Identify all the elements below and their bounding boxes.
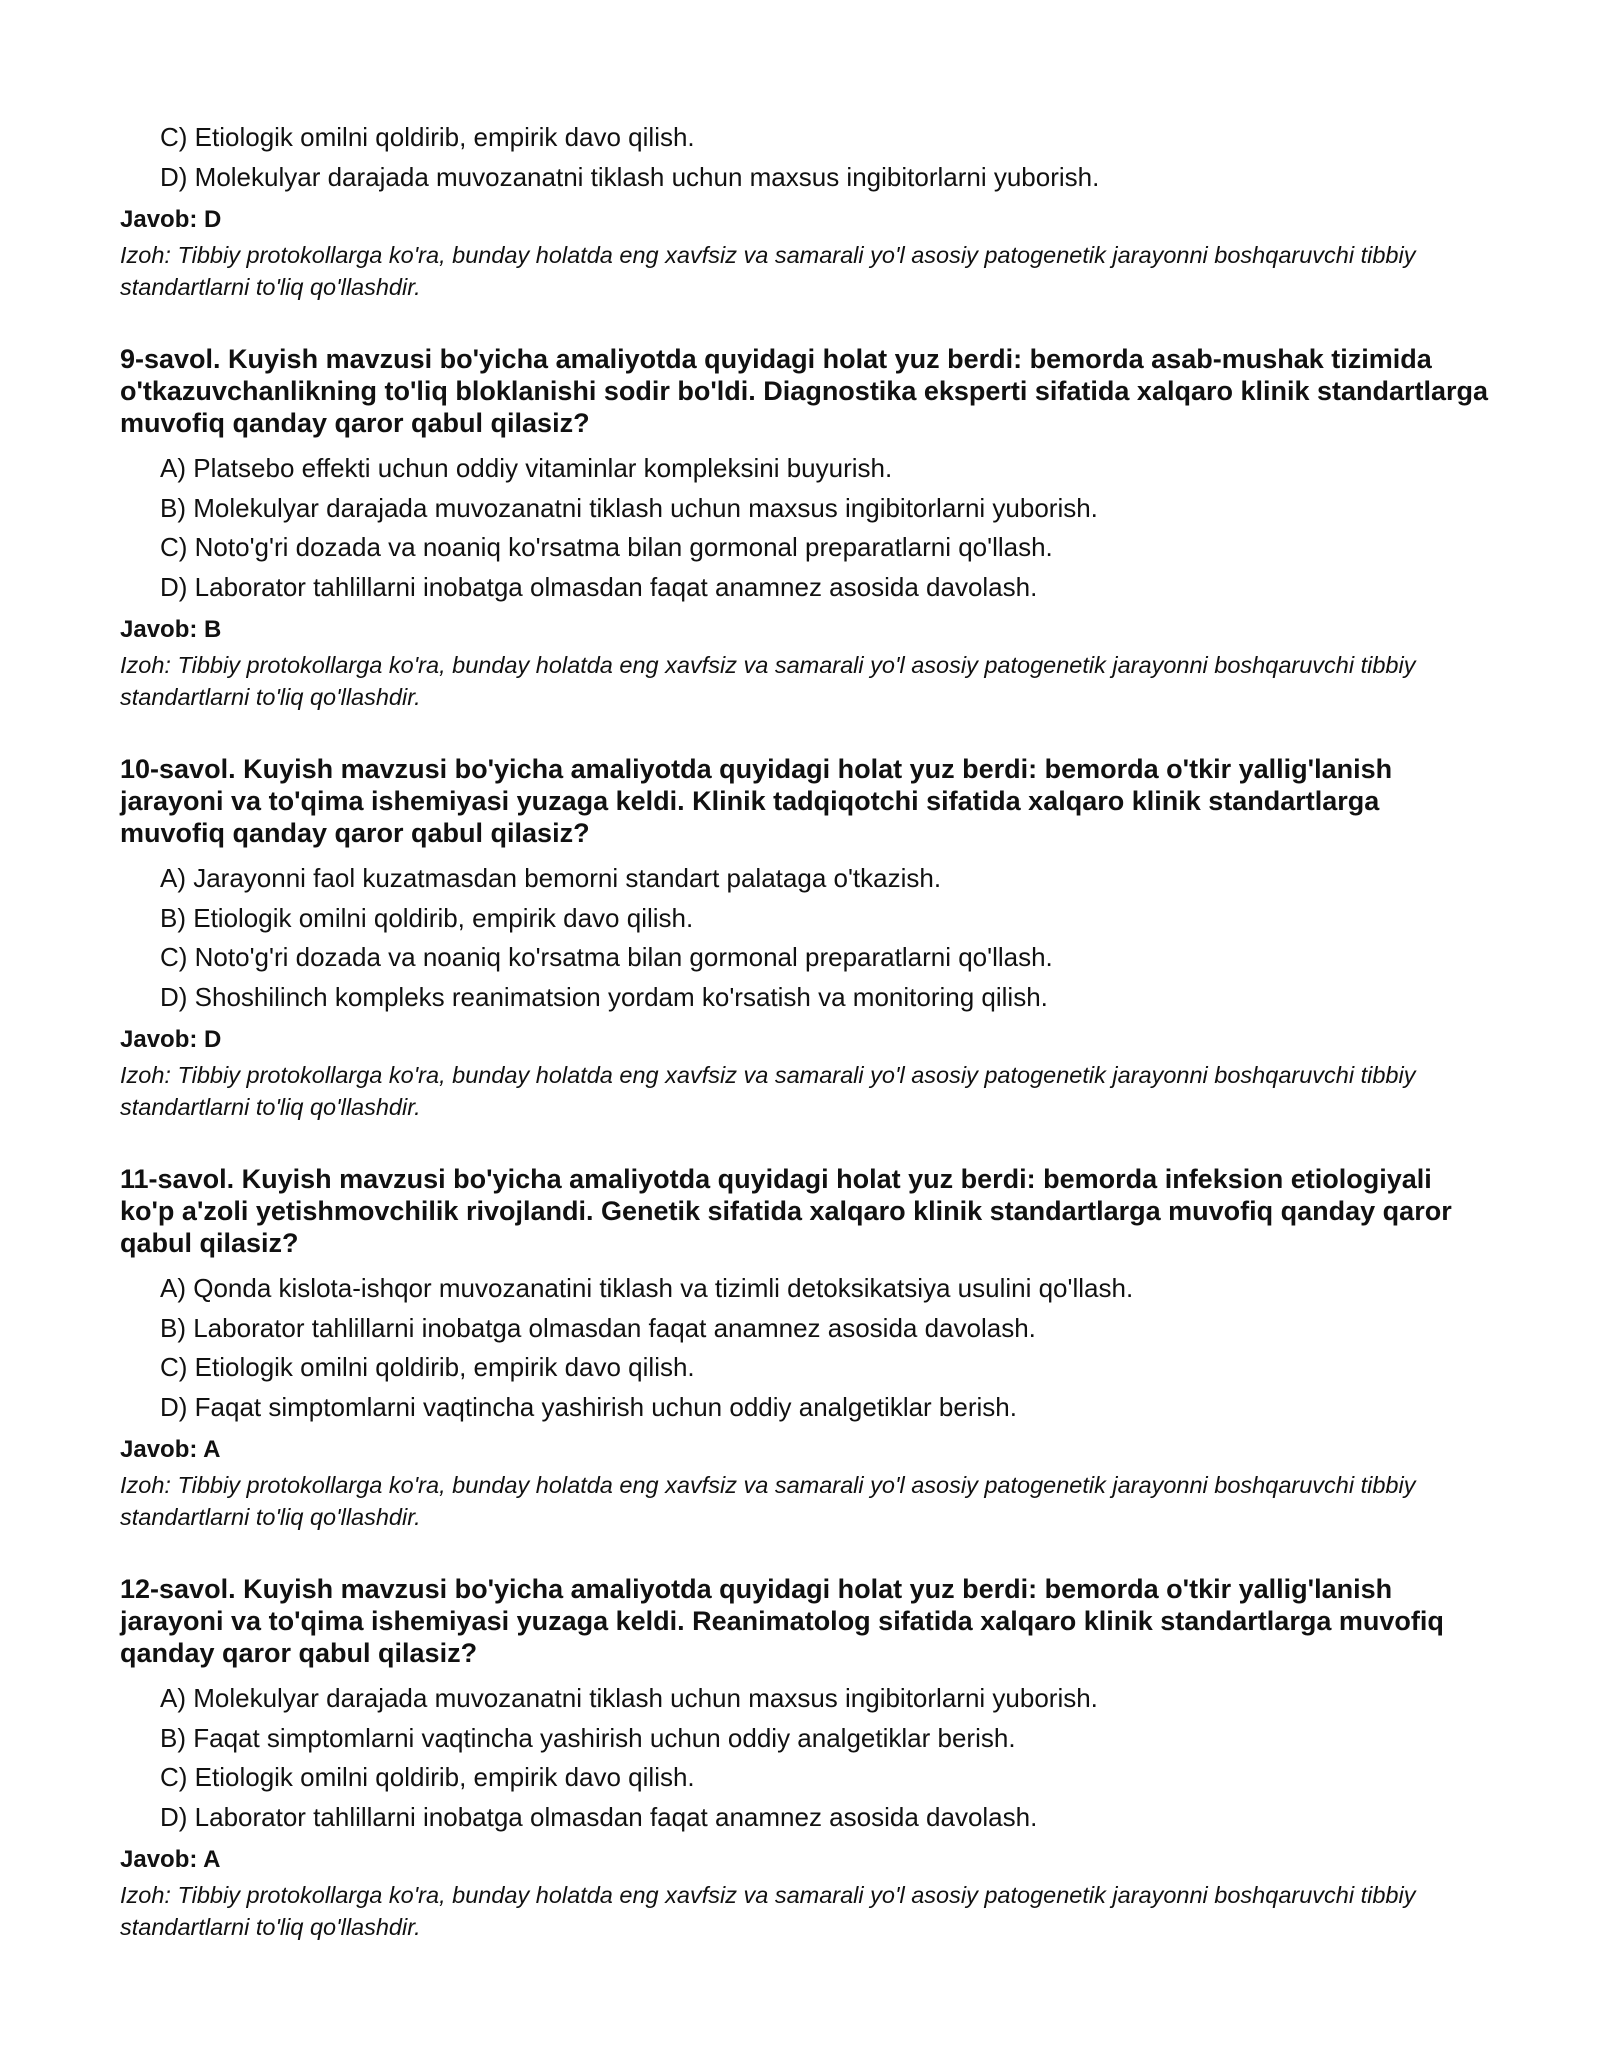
- question-10: [120, 753, 1490, 1123]
- question-text: 9-savol. Kuyish mavzusi bo'yicha amaliyotda quyidagi holat yuz berdi: bemorda asab-mushak tizimida o'tkazuvchanlikning to'liq bloklanishi sodir bo'ldi. Diagnostika eksperti sifatida xalqaro klinik standartlarga muvofiq qanday qaror qabul qilasiz?: [120, 344, 1489, 438]
- answer-label: Javob: B: [120, 616, 222, 643]
- option-c: C) Etiologik omilni qoldirib, empirik davo qilish.: [160, 122, 695, 152]
- option-b: B) Molekulyar darajada muvozanatni tiklash uchun maxsus ingibitorlarni yuborish.: [160, 492, 1098, 523]
- question-text: 10-savol. Kuyish mavzusi bo'yicha amaliyotda quyidagi holat yuz berdi: bemorda o'tkir yallig'lanish jarayoni va to'qima ishemiyasi yuzaga keldi. Klinik tadqiqotchi sifatida xalqaro klinik standartlarga muvofiq qanday qaror qabul qilasiz?: [120, 754, 1393, 848]
- option-a: A) Jarayonni faol kuzatmasdan bemorni standart palataga o'tkazish.: [160, 863, 942, 893]
- option-a: A) Molekulyar darajada muvozanatni tiklash uchun maxsus ingibitorlarni yuborish.: [160, 1683, 1098, 1713]
- question-11: [120, 1163, 1490, 1533]
- answer-label: Javob: D: [120, 206, 222, 233]
- explanation-note: Izoh: Tibbiy protokollarga ko'ra, bunday holatda eng xavfsiz va samarali yo'l asosiy patogenetik jarayonni boshqaruvchi tibbiy standartlarni to'liq qo'llashdir.: [120, 1472, 1416, 1530]
- option-c: C) Etiologik omilni qoldirib, empirik davo qilish.: [160, 1352, 695, 1382]
- question-9: [120, 343, 1490, 713]
- option-a: A) Qonda kislota-ishqor muvozanatini tiklash va tizimli detoksikatsiya usulini qo'llash.: [160, 1273, 1134, 1303]
- option-b: B) Etiologik omilni qoldirib, empirik davo qilish.: [160, 902, 694, 933]
- option-c: C) Noto'g'ri dozada va noaniq ko'rsatma bilan gormonal preparatlarni qo'llash.: [160, 942, 1053, 972]
- option-c: C) Noto'g'ri dozada va noaniq ko'rsatma bilan gormonal preparatlarni qo'llash.: [160, 532, 1053, 562]
- option-d: D) Shoshilinch kompleks reanimatsion yordam ko'rsatish va monitoring qilish.: [160, 981, 1048, 1012]
- options-list: [120, 1679, 1490, 1837]
- answer-label: Javob: A: [120, 1436, 221, 1463]
- explanation-note: Izoh: Tibbiy protokollarga ko'ra, bunday holatda eng xavfsiz va samarali yo'l asosiy patogenetik jarayonni boshqaruvchi tibbiy standartlarni to'liq qo'llashdir.: [120, 1882, 1416, 1940]
- option-b: B) Faqat simptomlarni vaqtincha yashirish uchun oddiy analgetiklar berish.: [160, 1722, 1016, 1753]
- question-text: 11-savol. Kuyish mavzusi bo'yicha amaliyotda quyidagi holat yuz berdi: bemorda infeksion etiologiyali ko'p a'zoli yetishmovchilik rivojlandi. Genetik sifatida xalqaro klinik standartlarga muvofiq qanday qaror qabul qilasiz?: [120, 1164, 1452, 1258]
- question-12: [120, 1573, 1490, 1943]
- explanation-note: Izoh: Tibbiy protokollarga ko'ra, bunday holatda eng xavfsiz va samarali yo'l asosiy patogenetik jarayonni boshqaruvchi tibbiy standartlarni to'liq qo'llashdir.: [120, 652, 1416, 710]
- option-d: D) Laborator tahlillarni inobatga olmasdan faqat anamnez asosida davolash.: [160, 571, 1038, 602]
- explanation-note: Izoh: Tibbiy protokollarga ko'ra, bunday holatda eng xavfsiz va samarali yo'l asosiy patogenetik jarayonni boshqaruvchi tibbiy standartlarni to'liq qo'llashdir.: [120, 242, 1416, 300]
- option-b: B) Laborator tahlillarni inobatga olmasdan faqat anamnez asosida davolash.: [160, 1312, 1036, 1343]
- answer-label: Javob: A: [120, 1846, 221, 1873]
- options-list: [120, 1269, 1490, 1427]
- option-d: D) Faqat simptomlarni vaqtincha yashirish uchun oddiy analgetiklar berish.: [160, 1391, 1017, 1422]
- document-page: [120, 118, 1490, 1943]
- option-a: A) Platsebo effekti uchun oddiy vitaminlar kompleksini buyurish.: [160, 453, 893, 483]
- options-list: [120, 449, 1490, 607]
- option-c: C) Etiologik omilni qoldirib, empirik davo qilish.: [160, 1762, 695, 1792]
- explanation-note: Izoh: Tibbiy protokollarga ko'ra, bunday holatda eng xavfsiz va samarali yo'l asosiy patogenetik jarayonni boshqaruvchi tibbiy standartlarni to'liq qo'llashdir.: [120, 1062, 1416, 1120]
- options-list: [120, 859, 1490, 1017]
- options-list: [120, 118, 1490, 197]
- question-text: 12-savol. Kuyish mavzusi bo'yicha amaliyotda quyidagi holat yuz berdi: bemorda o'tkir yallig'lanish jarayoni va to'qima ishemiyasi yuzaga keldi. Reanimatolog sifatida xalqaro klinik standartlarga muvofiq qanday qaror qabul qilasiz?: [120, 1574, 1444, 1668]
- question-8-continuation: [120, 118, 1490, 303]
- answer-label: Javob: D: [120, 1026, 222, 1053]
- option-d: D) Molekulyar darajada muvozanatni tiklash uchun maxsus ingibitorlarni yuborish.: [160, 161, 1100, 192]
- option-d: D) Laborator tahlillarni inobatga olmasdan faqat anamnez asosida davolash.: [160, 1801, 1038, 1832]
